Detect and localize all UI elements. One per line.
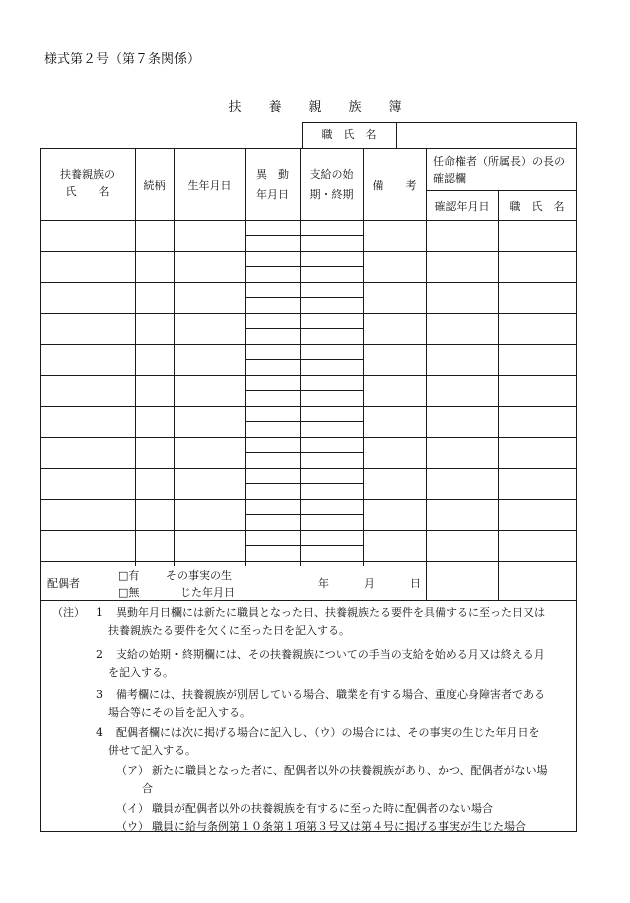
table-cell[interactable]: [427, 376, 498, 406]
note-item-4-num: 4: [96, 726, 103, 739]
document-title: 扶養親族簿: [228, 100, 429, 115]
table-row-half-line: [245, 483, 363, 484]
note-item-3-line2: 場合等にその旨を記入する。: [108, 706, 251, 719]
col-line-remarks: [363, 148, 364, 566]
note-item-2-line2: を記入する。: [108, 666, 174, 679]
table-cell[interactable]: [427, 283, 498, 313]
table-cell[interactable]: [499, 221, 576, 251]
table-cell[interactable]: [364, 376, 426, 406]
table-cell[interactable]: [427, 531, 498, 561]
header-change-line1: 異 動: [256, 168, 289, 181]
table-cell[interactable]: [427, 469, 498, 499]
table-cell[interactable]: [175, 345, 245, 375]
table-cell[interactable]: [499, 376, 576, 406]
note-item-3-line1: 備考欄には、扶養親族が別居している場合、職業を有する場合、重度心身障害者である: [116, 688, 545, 701]
header-confirm-line2: 確認欄: [433, 172, 466, 185]
table-cell[interactable]: [41, 469, 135, 499]
staff-box-right-line: [576, 122, 577, 148]
note-sub-a-line2: 合: [142, 782, 153, 795]
table-cell[interactable]: [175, 221, 245, 251]
table-cell[interactable]: [136, 438, 174, 468]
table-cell[interactable]: [427, 345, 498, 375]
table-cell[interactable]: [136, 252, 174, 282]
note-sub-c-line1: 職員に給与条例第１０条第１項第３号又は第４号に掲げる事実が生じた場合: [152, 820, 526, 833]
table-cell[interactable]: [136, 531, 174, 561]
table-cell[interactable]: [427, 252, 498, 282]
header-period-line1: 支給の始: [309, 168, 354, 181]
note-sub-b-label: （イ）: [116, 802, 149, 815]
note-item-1-num: 1: [96, 606, 103, 619]
table-row-half-line: [245, 235, 363, 236]
table-row-half-line: [245, 297, 363, 298]
table-cell[interactable]: [41, 438, 135, 468]
table-cell[interactable]: [364, 500, 426, 530]
table-cell[interactable]: [41, 345, 135, 375]
note-item-3-num: 3: [96, 688, 103, 701]
note-sub-b-line1: 職員が配偶者以外の扶養親族を有するに至った時に配偶者のない場合: [152, 802, 493, 815]
table-cell[interactable]: [136, 469, 174, 499]
table-cell[interactable]: [175, 376, 245, 406]
note-item-4-line2: 併せて記入する。: [108, 744, 196, 757]
spouse-label: 配偶者: [47, 577, 80, 590]
table-row-half-line: [245, 390, 363, 391]
table-cell[interactable]: [136, 407, 174, 437]
table-cell[interactable]: [136, 376, 174, 406]
note-item-1-line2: 扶養親族たる要件を欠くに至った日を記入する。: [108, 624, 350, 637]
table-cell[interactable]: [41, 531, 135, 561]
table-row-half-line: [245, 545, 363, 546]
table-cell[interactable]: [364, 283, 426, 313]
form-number: 様式第２号（第７条関係）: [44, 52, 201, 67]
notes-prefix: （注）: [52, 606, 85, 619]
header-name-line2: 氏 名: [65, 185, 110, 198]
table-cell[interactable]: [136, 314, 174, 344]
spouse-row-top-line: [40, 561, 577, 562]
header-name-line1: 扶養親族の: [60, 168, 115, 181]
table-row-half-line: [245, 359, 363, 360]
staff-name-field[interactable]: [397, 123, 575, 147]
table-cell[interactable]: [499, 438, 576, 468]
table-cell[interactable]: [136, 283, 174, 313]
note-item-4-line1: 配偶者欄には次に掲げる場合に記入し、（ウ）の場合には、その事実の生じた年月日を: [116, 726, 540, 739]
table-cell[interactable]: [41, 314, 135, 344]
confirm-subheader-line: [426, 190, 577, 191]
table-cell[interactable]: [175, 500, 245, 530]
table-cell[interactable]: [41, 407, 135, 437]
header-confirm-name: 職 氏 名: [509, 200, 565, 213]
header-change-line2: 年月日: [256, 188, 289, 201]
table-cell[interactable]: [364, 345, 426, 375]
table-cell[interactable]: [499, 531, 576, 561]
table-cell[interactable]: [175, 407, 245, 437]
table-cell[interactable]: [427, 500, 498, 530]
table-cell[interactable]: [175, 252, 245, 282]
header-relation: 続柄: [143, 179, 166, 192]
table-row-half-line: [245, 421, 363, 422]
table-cell[interactable]: [41, 283, 135, 313]
table-cell[interactable]: [364, 314, 426, 344]
table-cell[interactable]: [364, 531, 426, 561]
table-cell[interactable]: [41, 221, 135, 251]
spouse-fact-line2: じた年月日: [180, 586, 235, 599]
note-sub-a-line1: 新たに職員となった者に、配偶者以外の扶養親族があり、かつ、配偶者がない場: [152, 764, 548, 777]
table-cell[interactable]: [175, 438, 245, 468]
table-row-half-line: [245, 452, 363, 453]
table-cell[interactable]: [427, 407, 498, 437]
table-cell[interactable]: [427, 314, 498, 344]
table-cell[interactable]: [499, 500, 576, 530]
spouse-option-yes[interactable]: □有: [118, 569, 140, 582]
header-confirm-line1: 任命権者（所属長）の長の: [433, 155, 565, 168]
col-line-period: [300, 148, 301, 566]
table-cell[interactable]: [136, 500, 174, 530]
table-cell[interactable]: [364, 438, 426, 468]
col-line-confirm-name: [498, 190, 499, 600]
note-item-2-num: 2: [96, 648, 103, 661]
table-cell[interactable]: [41, 252, 135, 282]
table-cell[interactable]: [499, 469, 576, 499]
table-top-line: [40, 148, 577, 149]
table-cell[interactable]: [499, 345, 576, 375]
note-sub-c-label: （ウ）: [116, 820, 149, 833]
table-left-line: [40, 148, 41, 832]
table-cell[interactable]: [41, 500, 135, 530]
col-line-change: [245, 148, 246, 566]
table-cell[interactable]: [499, 283, 576, 313]
table-cell[interactable]: [175, 469, 245, 499]
note-item-1-line1: 異動年月日欄には新たに職員となった日、扶養親族たる要件を具備するに至った日又は: [116, 606, 545, 619]
staff-name-label: 職 氏 名: [321, 128, 377, 141]
table-cell[interactable]: [175, 314, 245, 344]
table-cell[interactable]: [41, 376, 135, 406]
header-remarks: 備 考: [372, 179, 417, 192]
table-cell[interactable]: [499, 407, 576, 437]
spouse-option-no[interactable]: □無: [118, 586, 140, 599]
spouse-fact-line1: その事実の生: [166, 569, 232, 582]
header-period-line2: 期・終期: [309, 188, 354, 201]
table-cell[interactable]: [175, 283, 245, 313]
header-birth: 生年月日: [187, 179, 232, 192]
table-cell[interactable]: [364, 221, 426, 251]
table-cell[interactable]: [364, 407, 426, 437]
table-row-half-line: [245, 266, 363, 267]
col-line-birth: [174, 148, 175, 566]
note-sub-a-label: （ア）: [116, 764, 149, 777]
table-cell[interactable]: [499, 314, 576, 344]
spouse-month: 月: [364, 577, 375, 590]
table-cell[interactable]: [364, 252, 426, 282]
table-cell[interactable]: [175, 531, 245, 561]
table-row-half-line: [245, 328, 363, 329]
header-confirm-date: 確認年月日: [434, 200, 490, 213]
note-item-2-line1: 支給の始期・終期欄には、その扶養親族についての手当の支給を始める月又は終える月: [116, 648, 545, 661]
col-line-relation: [135, 148, 136, 566]
table-cell[interactable]: [364, 469, 426, 499]
table-cell[interactable]: [499, 252, 576, 282]
spouse-year: 年: [318, 577, 329, 590]
table-cell[interactable]: [136, 345, 174, 375]
table-cell[interactable]: [427, 438, 498, 468]
table-right-line: [576, 148, 577, 832]
spouse-day: 日: [410, 577, 421, 590]
table-cell[interactable]: [427, 221, 498, 251]
table-cell[interactable]: [136, 221, 174, 251]
table-row-half-line: [245, 514, 363, 515]
col-line-confirm: [426, 148, 427, 600]
